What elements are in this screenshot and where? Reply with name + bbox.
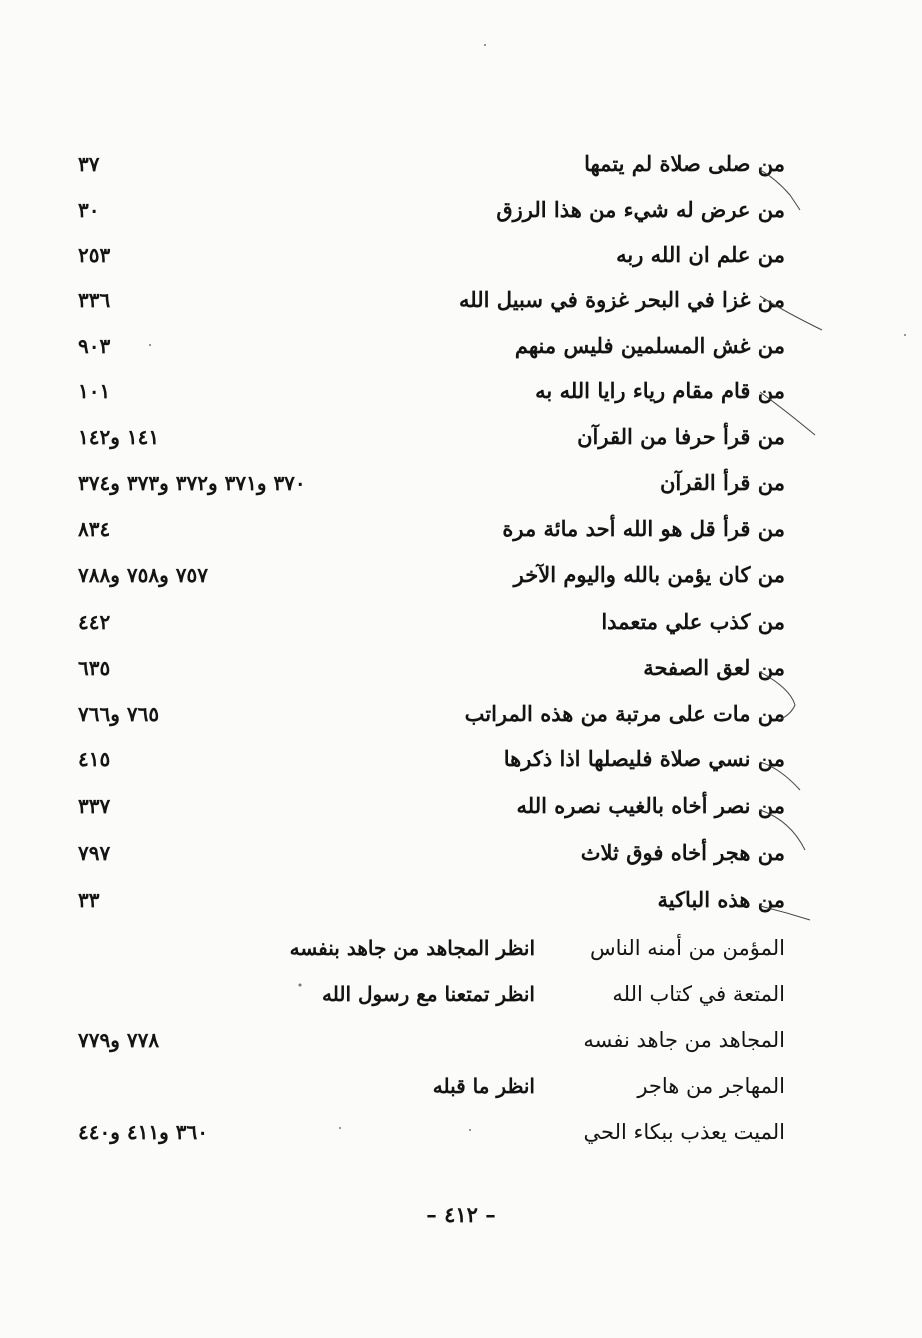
entry-refs: ٣٣ [78,888,100,912]
entry-text: من مات على مرتبة من هذه المراتب [464,701,785,726]
entry-text: من نسي صلاة فليصلها اذا ذكرها [503,746,785,771]
entry-text: من عرض له شيء من هذا الرزق [496,197,785,222]
page-speck [469,1129,471,1131]
entry-refs: ٣٣٦ [78,288,111,312]
entry-refs: ٧٧٨ و٧٧٩ [78,1028,160,1052]
pencil-tick-mark [760,296,822,330]
see-reference: انظر تمتعنا مع رسول الله [322,982,535,1006]
entry-refs: ٧٩٧ [78,841,111,865]
entry-text: من كان يؤمن بالله واليوم الآخر [513,562,785,587]
entry-text: من لعق الصفحة [643,655,785,680]
entry-refs: ٨٣٤ [78,517,111,541]
page-speck [299,984,302,987]
entry-refs: ١٠١ [78,379,111,403]
entry-text: من قرأ قل هو الله أحد مائة مرة [502,516,785,541]
entry-text: من هذه الباكية [657,887,785,912]
pencil-tick-mark [760,810,805,850]
entry-text: المهاجر من هاجر [637,1074,785,1098]
entry-text: من قام مقام رياء رايا الله به [535,378,785,403]
entry-text: من صلى صلاة لم يتمها [584,151,785,176]
entry-text: من غزا في البحر غزوة في سبيل الله [459,287,785,312]
entry-text: المجاهد من جاهد نفسه [583,1028,785,1052]
entry-text: من علم ان الله ربه [616,242,785,267]
entry-text: المؤمن من أمنه الناس [590,936,785,960]
entry-refs: ٣٧ [78,152,100,176]
entry-refs: ٤٤٢ [78,610,111,634]
see-reference: انظر ما قبله [432,1074,535,1098]
pencil-tick-mark [760,170,800,210]
entry-text: من كذب علي متعمدا [601,609,785,634]
entry-refs: ٢٥٣ [78,243,111,267]
pencil-tick-mark [760,392,815,435]
entry-refs: ٣٠ [78,198,100,222]
pencil-tick-mark [760,906,810,920]
entry-refs: ٣٧٠ و٣٧١ و٣٧٢ و٣٧٣ و٣٧٤ [78,471,306,495]
entry-text: الميت يعذب ببكاء الحي [583,1120,785,1144]
entry-text: من هجر أخاه فوق ثلاث [580,840,785,865]
entry-refs: ١٤١ و١٤٢ [78,425,160,449]
page-speck [149,344,151,346]
entry-text: من نصر أخاه بالغيب نصره الله [516,793,785,818]
entry-refs: ٧٦٥ و٧٦٦ [78,702,160,726]
entry-refs: ٣٦٠ و٤١١ و٤٤٠ [78,1120,208,1144]
pencil-tick-mark [760,762,800,790]
page-number: – ٤١٢ – [426,1202,496,1227]
page-speck [339,1127,341,1129]
entry-refs: ٦٣٥ [78,656,111,680]
entry-text: من قرأ حرفا من القرآن [577,424,785,449]
entry-refs: ٤١٥ [78,747,111,771]
see-reference: انظر المجاهد من جاهد بنفسه [289,936,535,960]
entry-refs: ٣٣٧ [78,794,111,818]
entry-text: من قرأ القرآن [659,470,785,495]
page-speck [904,334,906,336]
pencil-tick-mark [760,672,795,720]
entry-refs: ٩٠٣ [78,334,111,358]
entry-refs: ٧٥٧ و٧٥٨ و٧٨٨ [78,563,208,587]
entry-text: من غش المسلمين فليس منهم [514,333,785,358]
entry-text: المتعة في كتاب الله [612,982,785,1006]
page-speck [484,44,486,46]
